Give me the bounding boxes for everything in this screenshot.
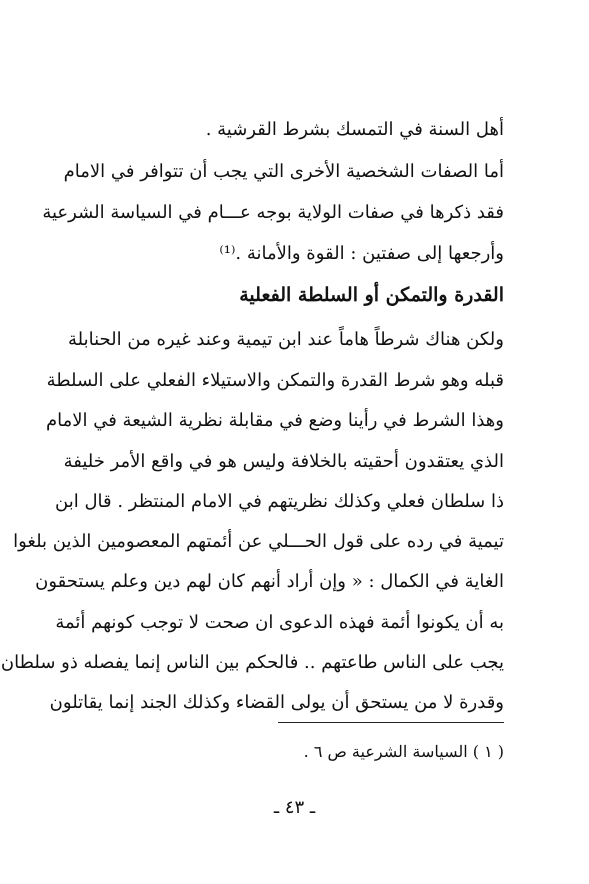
paragraph-line: فقد ذكرها في صفات الولاية بوجه عـــام في السياسة الشرعية xyxy=(42,202,504,223)
paragraph-line: أما الصفات الشخصية الأخرى التي يجب أن تتوافر في الامام xyxy=(63,161,504,182)
paragraph-line: يجب على الناس طاعتهم .. فالحكم بين الناس إنما يفصله ذو سلطان xyxy=(0,652,504,673)
paragraph-line: وقدرة لا من يستحق أن يولى القضاء وكذلك الجند إنما يقاتلون xyxy=(49,692,504,713)
paragraph-line: به أن يكونوا أئمة فهذه الدعوى ان صحت لا توجب كونهم أئمة xyxy=(55,612,504,633)
paragraph-line: تيمية في رده على قول الحـــلي عن أئمتهم المعصومين الذين بلغوا xyxy=(13,531,504,552)
paragraph-line: أهل السنة في التمسك بشرط القرشية . xyxy=(205,119,504,140)
footnote: ( ١ ) السياسة الشرعية ص ٦ . xyxy=(303,742,504,761)
page-number: ـ ٤٣ ـ xyxy=(273,797,316,818)
paragraph-line: ذا سلطان فعلي وكذلك نظريتهم في الامام المنتظر . قال ابن xyxy=(55,491,504,512)
paragraph-line: الغاية في الكمال : « وإن أراد أنهم كان لهم دين وعلم يستحقون xyxy=(35,571,504,592)
section-heading: القدرة والتمكن أو السلطة الفعلية xyxy=(239,284,504,306)
paragraph-line: وهذا الشرط في رأينا وضع في مقابلة نظرية الشيعة في الامام xyxy=(45,410,504,431)
paragraph-line: وأرجعها إلى صفتين : القوة والأمانة .⁽¹⁾ xyxy=(219,243,504,264)
footnote-divider xyxy=(278,722,504,723)
paragraph-line: الذي يعتقدون أحقيته بالخلافة وليس هو في واقع الأمر خليفة xyxy=(63,451,504,472)
paragraph-line: قبله وهو شرط القدرة والتمكن والاستيلاء الفعلي على السلطة xyxy=(46,370,504,391)
paragraph-line: ولكن هناك شرطاً هاماً عند ابن تيمية وعند غيره من الحنابلة xyxy=(68,329,504,350)
